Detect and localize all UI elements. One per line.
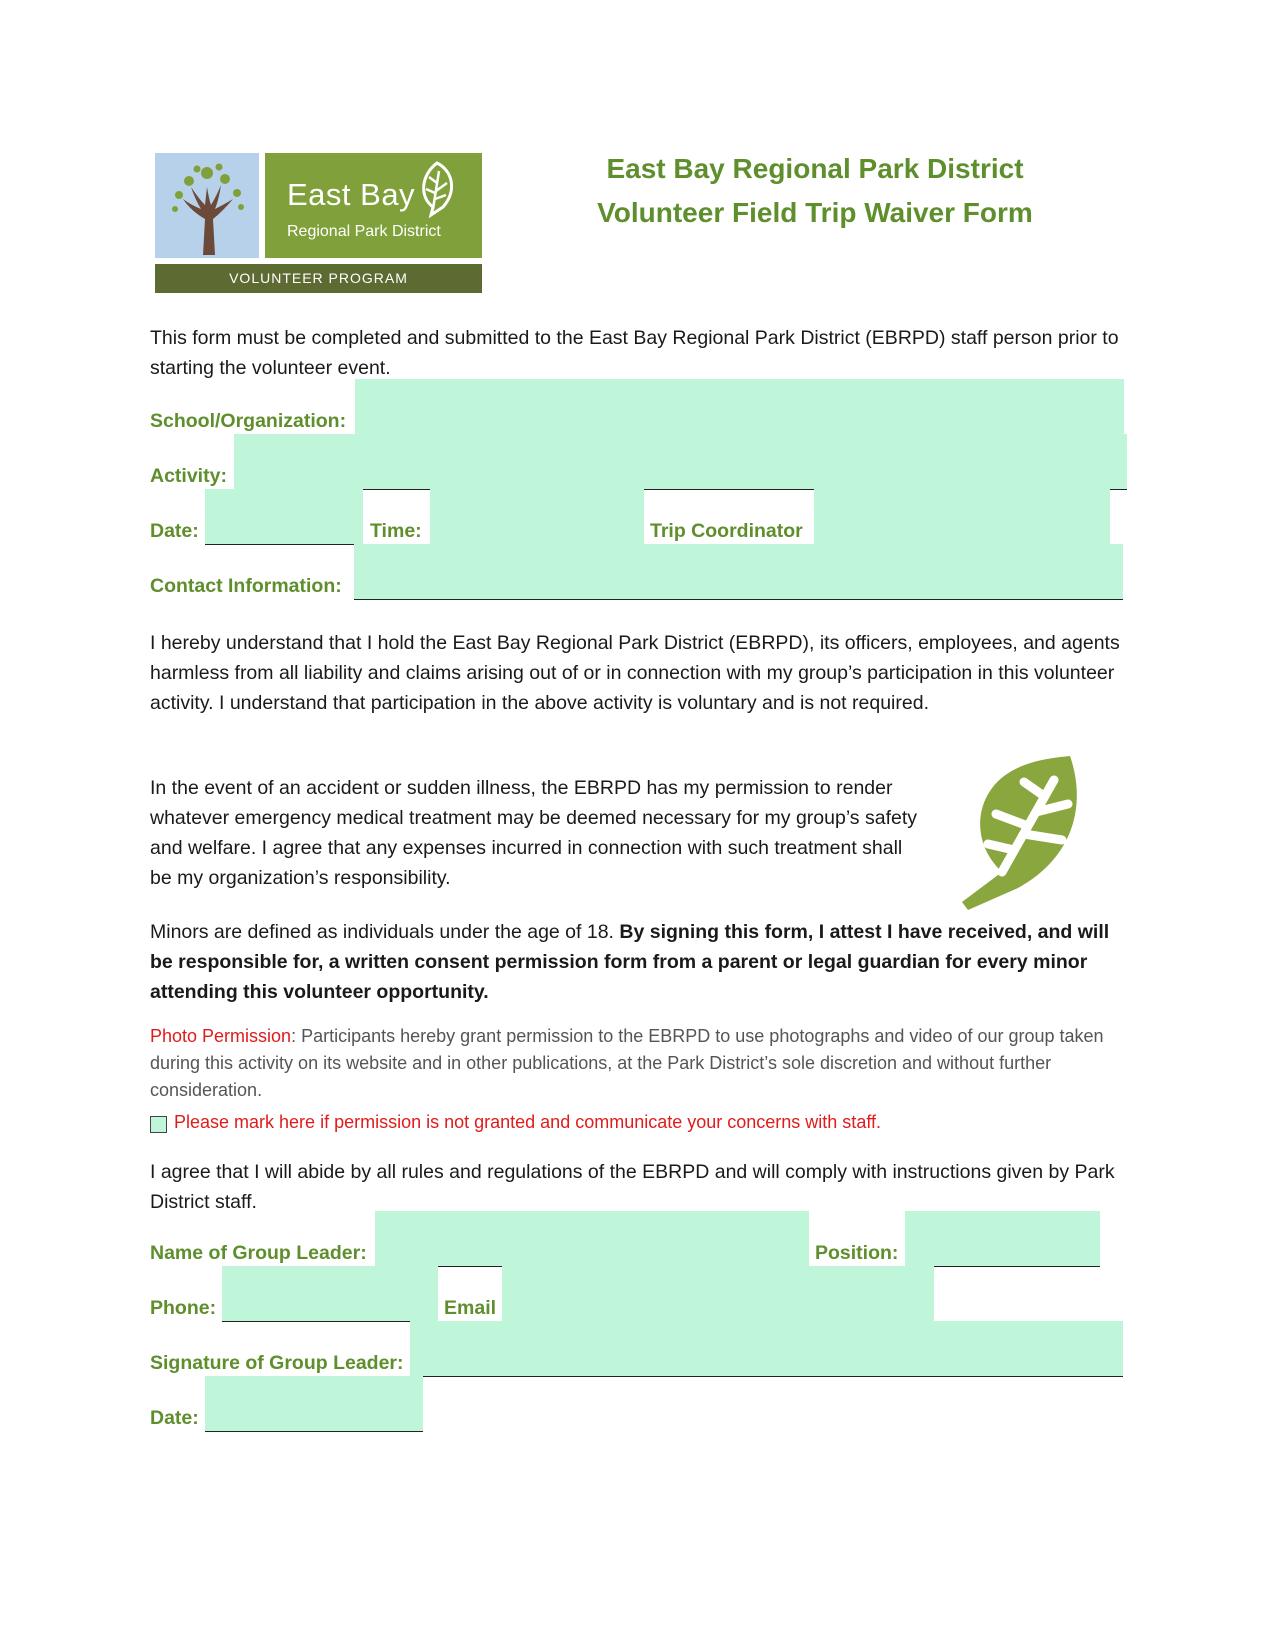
phone-label: Phone: — [150, 1297, 217, 1319]
photo-permission-paragraph — [150, 1023, 1125, 1104]
trip-coordinator-label: Trip Coordinator — [650, 520, 803, 542]
date-time-row — [150, 489, 1125, 545]
time-label: Time: — [370, 520, 422, 542]
page-subtitle: Volunteer Field Trip Waiver Form — [597, 197, 1033, 228]
logo-band-text: VOLUNTEER PROGRAM — [229, 270, 408, 286]
sign-date-field[interactable] — [205, 1376, 423, 1432]
signature-field[interactable] — [410, 1321, 1123, 1377]
minors-bold-text: By signing this form, I attest I have received, and will be responsible for, a written consent permission form from a parent or legal guardian for every minor attending this volunteer opportunity. — [150, 921, 1110, 1003]
minors-paragraph — [150, 917, 1125, 1007]
position-field[interactable] — [905, 1211, 1100, 1267]
signature-row — [150, 1321, 1125, 1377]
intro-paragraph: This form must be completed and submitted to the East Bay Regional Park District (EBRPD) staff person prior to starting the volunteer event. — [150, 327, 1119, 379]
leader-name-label: Name of Group Leader: — [150, 1242, 367, 1264]
phone-field[interactable] — [222, 1266, 438, 1322]
rules-paragraph: I agree that I will abide by all rules and regulations of the EBRPD and will comply with instructions given by Park District staff. — [150, 1161, 1115, 1213]
photo-permission-checkbox[interactable] — [150, 1116, 167, 1133]
time-field[interactable] — [430, 489, 644, 545]
photo-permission-label: Photo Permission — [150, 1026, 292, 1046]
trip-coordinator-field[interactable] — [814, 489, 1110, 545]
logo-brand-line1: East Bay — [287, 177, 416, 212]
contact-label: Contact Information: — [150, 575, 342, 597]
leaf-icon — [417, 161, 457, 219]
leaf-icon — [958, 752, 1084, 912]
activity-row — [150, 434, 1125, 490]
logo-brand-panel — [265, 153, 482, 258]
sign-date-label: Date: — [150, 1407, 199, 1429]
logo-brand-line2: Regional Park District — [287, 223, 441, 240]
signature-label: Signature of Group Leader: — [150, 1352, 404, 1374]
phone-email-row — [150, 1266, 1125, 1322]
school-label: School/Organization: — [150, 410, 347, 432]
position-label: Position: — [815, 1242, 899, 1264]
email-label: Email — [444, 1297, 497, 1319]
school-row — [150, 379, 1125, 435]
medical-paragraph: In the event of an accident or sudden illness, the EBRPD has my permission to render whatever emergency medical treatment may be deemed necessary for my group’s safety and welfare. I agree that any expenses incurred in connection with such treatment shall be my organization’s responsibility. — [150, 777, 917, 889]
logo-sky-panel — [155, 153, 259, 258]
contact-field[interactable] — [354, 544, 1123, 600]
page-title: East Bay Regional Park District — [606, 153, 1024, 184]
liability-paragraph: I hereby understand that I hold the East Bay Regional Park District (EBRPD), its officers, employees, and agents harmless from all liability and claims arising out of or in connection with my group’s participation in this volunteer activity. I understand that participation in the above activity is voluntary and is not required. — [150, 632, 1120, 714]
tree-hand-icon — [161, 159, 253, 255]
email-field[interactable] — [502, 1266, 934, 1322]
sign-date-row — [150, 1376, 1125, 1432]
logo-program-band — [155, 264, 482, 293]
leader-name-field[interactable] — [375, 1211, 809, 1267]
activity-label: Activity: — [150, 465, 227, 487]
school-field[interactable] — [355, 379, 1124, 435]
checkbox-label: Please mark here if permission is not granted and communicate your concerns with staff. — [174, 1112, 882, 1132]
minors-plain-text: Minors are defined as individuals under the age of 18. — [150, 921, 620, 943]
date-label: Date: — [150, 520, 199, 542]
logo — [155, 153, 482, 293]
contact-row — [150, 544, 1125, 600]
leader-row — [150, 1211, 1125, 1267]
activity-field[interactable] — [234, 434, 1127, 490]
photo-permission-text: : Participants hereby grant permission to the EBRPD to use photographs and video of our group taken during this activity on its website and in other publications, at the Park District’s sole discretion and without further consideration. — [150, 1026, 1104, 1100]
date-field[interactable] — [205, 489, 363, 545]
